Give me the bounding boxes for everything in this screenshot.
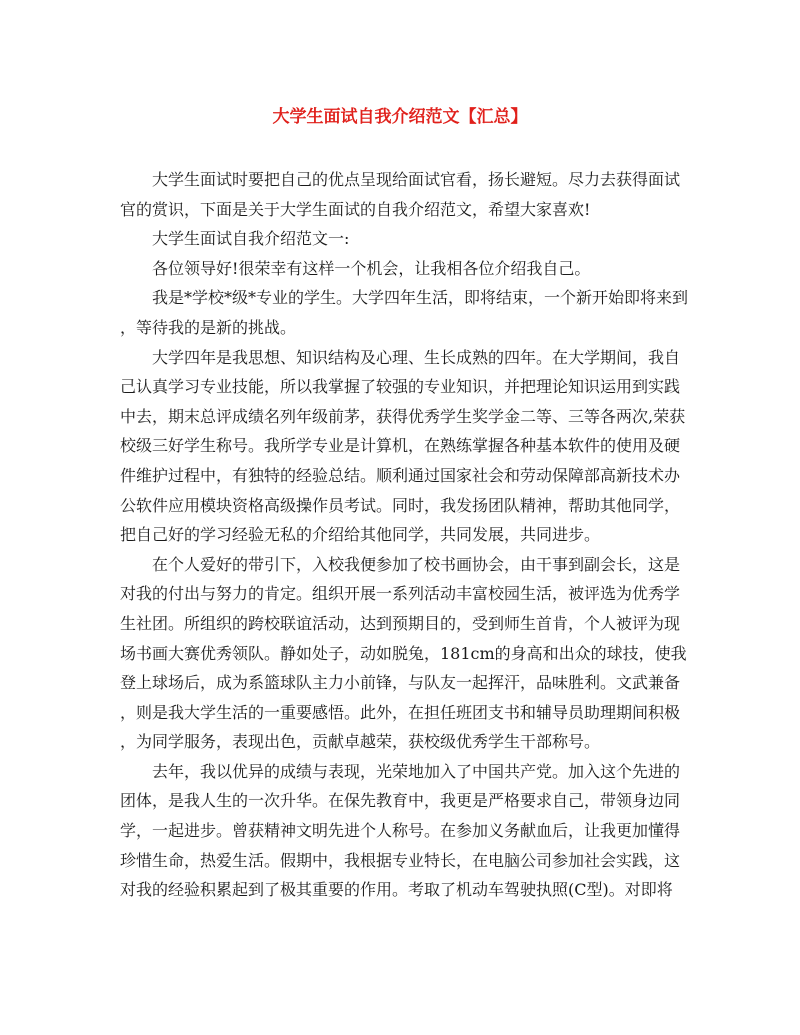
text-line: 大学四年是我思想、知识结构及心理、生长成熟的四年。在大学期间，我自 [152,347,681,367]
text-line: 己认真学习专业技能，所以我掌握了较强的专业知识，并把理论知识运用到实践 [120,377,681,397]
text-line: 学，一起进步。曾获精神文明先进个人称号。在参加义务献血后，让我更加懂得 [120,821,681,841]
text-line: 大学生面试时要把自己的优点呈现给面试官看，扬长避短。尽力去获得面试 [152,170,681,189]
text-line: ，为同学服务，表现出色，贡献卓越荣，获校级优秀学生干部称号。 [120,732,601,752]
text-line: ，等待我的是新的挑战。 [120,317,297,337]
text-line: 团体，是我人生的一次升华。在保先教育中，我更是严格要求自己，带领身边同 [120,791,681,811]
text-line: 去年，我以优异的成绩与表现，光荣地加入了中国共产党。加入这个先进的 [152,761,681,781]
text-line: 公软件应用模块资格高级操作员考试。同时，我发扬团队精神，帮助其他同学， [120,495,681,515]
text-line: 大学生面试自我介绍范文一: [152,229,350,249]
text-line: 在个人爱好的带引下，入校我便参加了校书画协会，由干事到副会长，这是 [152,554,681,574]
text-line: 中去，期末总评成绩名列年级前茅，获得优秀学生奖学金二等、三等各两次,荣获 [120,406,686,426]
text-line: 对我的付出与努力的肯定。组织开展一系列活动丰富校园生活，被评选为优秀学 [120,584,681,604]
text-line: 官的赏识，下面是关于大学生面试的自我介绍范文，希望大家喜欢! [120,199,591,219]
text-line: 件维护过程中，有独特的经验总结。顺利通过国家社会和劳动保障部高新技术办 [120,465,681,485]
text-line: 登上球场后，成为系篮球队主力小前锋，与队友一起挥汗，品味胜利。文武兼备 [120,673,681,693]
text-line: 各位领导好!很荣幸有这样一个机会，让我相各位介绍我自己。 [152,258,591,278]
text-line: 把自己好的学习经验无私的介绍给其他同学，共同发展，共同进步。 [120,525,601,545]
text-line: 生社团。所组织的跨校联谊活动，达到预期目的，受到师生首肯，个人被评为现 [120,613,681,633]
document-title: 大学生面试自我介绍范文【汇总】 [272,107,528,127]
text-line: 对我的经验积累起到了极其重要的作用。考取了机动车驾驶执照(C型)。对即将 [120,880,673,900]
text-line: 校级三好学生称号。我所学专业是计算机，在熟练掌握各种基本软件的使用及硬 [120,436,681,456]
document-body [120,165,689,905]
text-line: 我是*学校*级*专业的学生。大学四年生活，即将结束，一个新开始即将来到 [152,288,689,308]
text-line: 珍惜生命，热爱生活。假期中，我根据专业特长，在电脑公司参加社会实践，这 [120,850,681,870]
text-line: ，则是我大学生活的一重要感悟。此外，在担任班团支书和辅导员助理期间积极 [120,702,681,722]
text-line: 场书画大赛优秀领队。静如处子，动如脱兔，181cm的身高和出众的球技，使我 [120,643,687,663]
